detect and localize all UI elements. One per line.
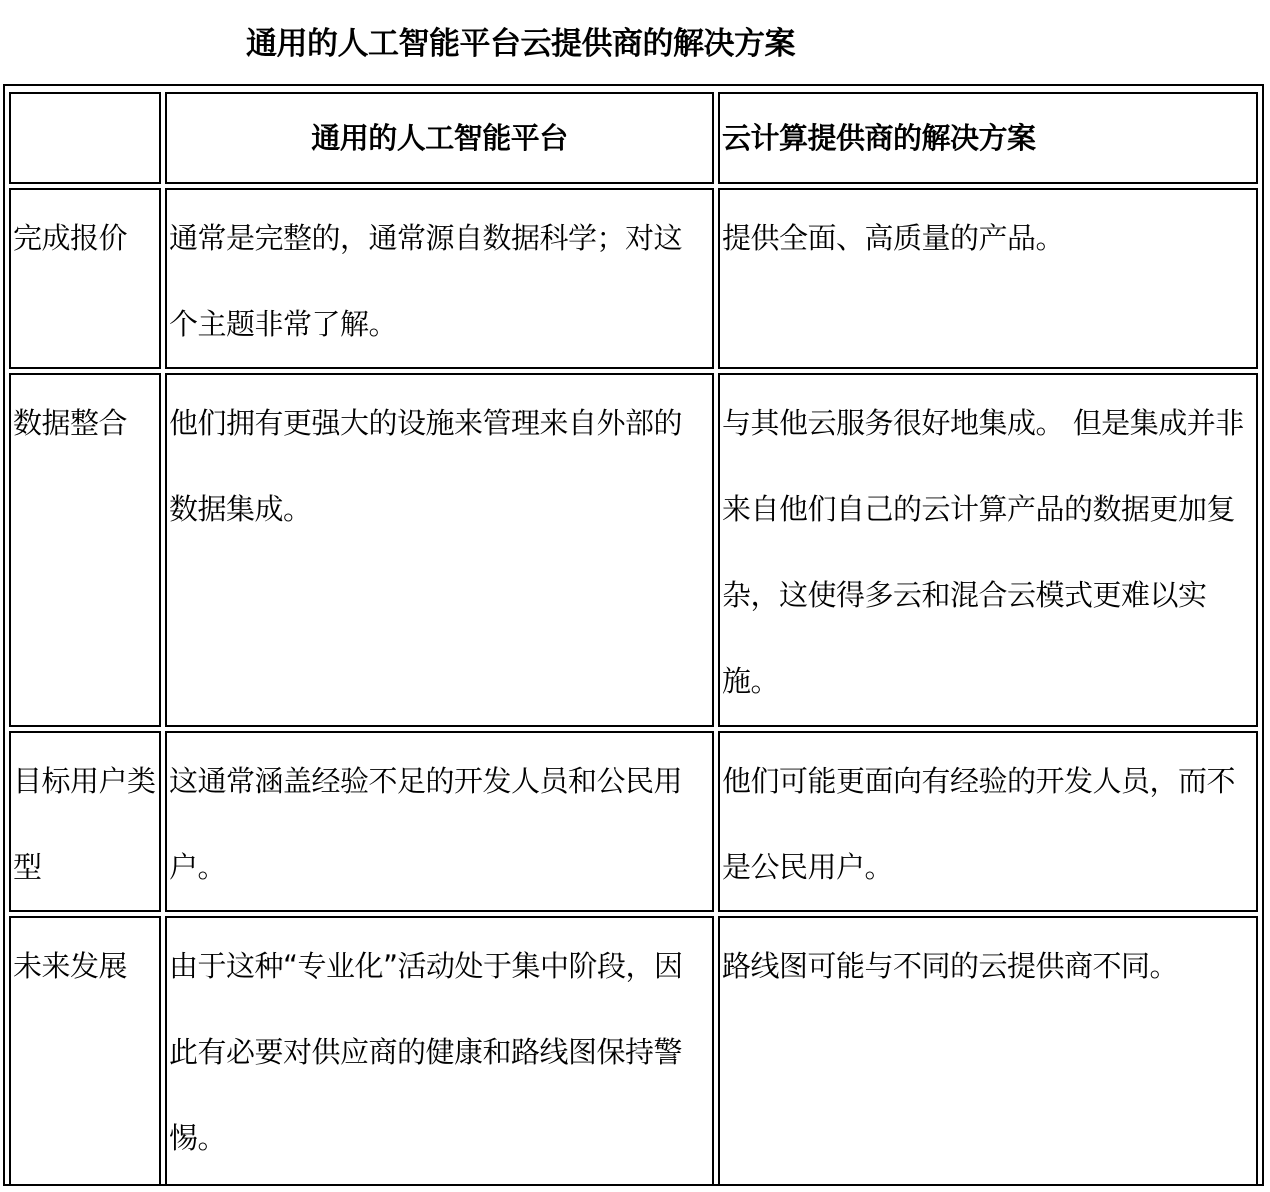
table-header-row	[9, 92, 1258, 184]
row-label	[9, 731, 161, 912]
table-row	[9, 916, 1258, 1186]
platform-cell	[165, 916, 714, 1186]
platform-cell	[165, 373, 714, 727]
cloud-cell-text: 与其他云服务很好地集成。 但是集成并非来自他们自己的云计算产品的数据更加复杂，这使得多云和混合云模式更难以实施。	[722, 406, 1244, 698]
cloud-cell	[718, 731, 1258, 912]
platform-cell-text: 他们拥有更强大的设施来管理来自外部的数据集成。	[169, 406, 683, 526]
row-label	[9, 188, 161, 369]
comparison-table	[5, 88, 1262, 1190]
row-label-text: 未来发展	[13, 949, 128, 983]
row-label-text: 完成报价	[13, 221, 128, 255]
cloud-cell-text: 路线图可能与不同的云提供商不同。	[722, 949, 1179, 983]
table-row	[9, 731, 1258, 912]
row-label	[9, 373, 161, 727]
cloud-cell-text: 他们可能更面向有经验的开发人员，而不是公民用户。	[722, 764, 1236, 884]
header-platform: 通用的人工智能平台	[165, 92, 714, 184]
table-row	[9, 373, 1258, 727]
header-cloud: 云计算提供商的解决方案	[718, 92, 1258, 184]
cloud-cell	[718, 916, 1258, 1186]
platform-cell-text: 由于这种“专业化”活动处于集中阶段，因此有必要对供应商的健康和路线图保持警惕。	[169, 949, 683, 1155]
platform-cell	[165, 731, 714, 912]
cloud-cell-text: 提供全面、高质量的产品。	[722, 221, 1065, 255]
platform-cell	[165, 188, 714, 369]
platform-cell-text: 通常是完整的，通常源自数据科学；对这个主题非常了解。	[169, 221, 683, 341]
header-empty-cell	[9, 92, 161, 184]
cloud-cell	[718, 188, 1258, 369]
document-title: 通用的人工智能平台云提供商的解决方案	[246, 26, 795, 62]
cloud-cell	[718, 373, 1258, 727]
row-label-text: 数据整合	[13, 406, 128, 440]
table-row	[9, 188, 1258, 369]
row-label-text: 目标用户类型	[13, 764, 156, 884]
row-label	[9, 916, 161, 1186]
platform-cell-text: 这通常涵盖经验不足的开发人员和公民用户。	[169, 764, 683, 884]
